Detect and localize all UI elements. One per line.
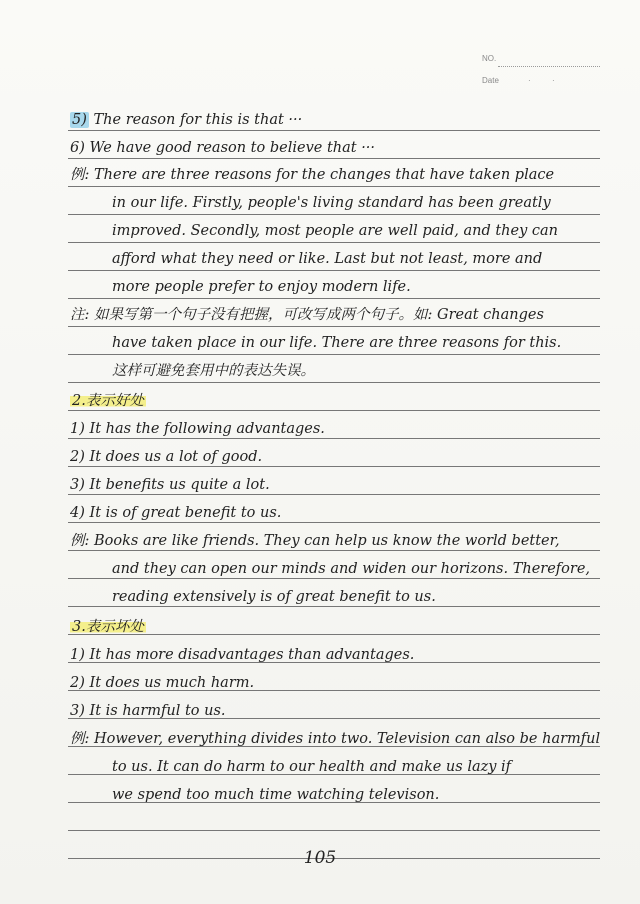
date-separator: ·: [528, 76, 531, 85]
text-line: [70, 111, 602, 129]
date-label: Date: [482, 76, 499, 85]
text-line: improved. Secondly, most people are well paid, and they can: [112, 223, 559, 239]
text-line: 2) It does us a lot of good.: [70, 449, 263, 465]
text-line: [70, 139, 602, 157]
heading-text: 3.表示坏处: [72, 619, 144, 635]
line-number: 5): [72, 112, 87, 128]
heading-text: 2.表示好处: [72, 393, 144, 409]
line-number: 6): [70, 140, 85, 156]
section-heading: [70, 618, 602, 636]
text-line: have taken place in our life. There are three reasons for this.: [112, 335, 562, 351]
text-line: 例: Books are like friends. They can help us know the world better,: [70, 533, 560, 549]
text-line: 注: 如果写第一个句子没有把握，可改写成两个句子。如: Great changes: [70, 307, 544, 323]
text-line: 3) It is harmful to us.: [70, 703, 226, 719]
text-line: 例: However, everything divides into two. Television can also be harmful: [70, 731, 601, 747]
text-line: we spend too much time watching televison.: [112, 787, 440, 803]
text-line: 3) It benefits us quite a lot.: [70, 477, 270, 493]
text-line: to us. It can do harm to our health and make us lazy if: [112, 759, 512, 775]
text-line: 例: There are three reasons for the changes that have taken place: [70, 167, 555, 183]
text-line: more people prefer to enjoy modern life.: [112, 279, 411, 295]
text-line: 1) It has more disadvantages than advantages.: [70, 647, 415, 663]
text-line: afford what they need or like. Last but not least, more and: [112, 251, 543, 267]
text-line: and they can open our minds and widen our horizons. Therefore,: [112, 561, 591, 577]
no-label: NO.: [482, 54, 497, 63]
text-line: 这样可避免套用中的表达失误。: [112, 363, 315, 379]
line-text: We have good reason to believe that ···: [89, 140, 376, 156]
date-separator: ·: [552, 76, 555, 85]
text-line: in our life. Firstly, people's living standard has been greatly: [112, 195, 551, 211]
text-line: reading extensively is of great benefit to us.: [112, 589, 436, 605]
text-line: 2) It does us much harm.: [70, 675, 255, 691]
line-text: The reason for this is that ···: [93, 112, 303, 128]
page-number: 105: [303, 848, 337, 868]
text-line: 4) It is of great benefit to us.: [70, 505, 282, 521]
text-line: 1) It has the following advantages.: [70, 421, 325, 437]
section-heading: [70, 392, 602, 410]
